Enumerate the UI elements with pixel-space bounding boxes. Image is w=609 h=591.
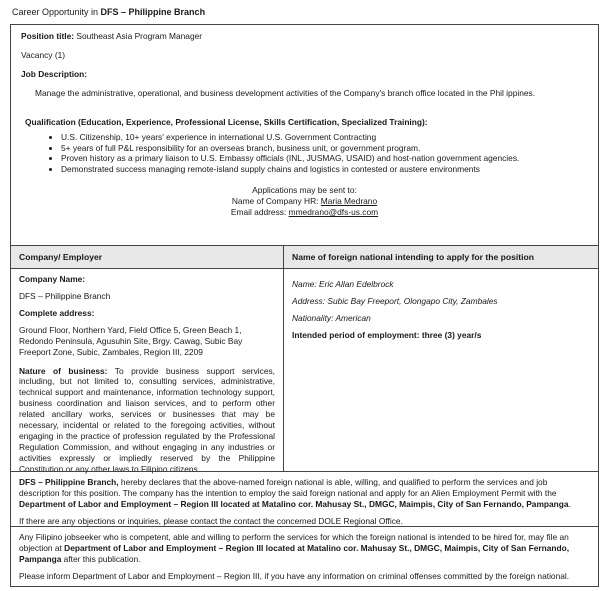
declaration-text: hereby declares that the above-named foreign national is able, willing, and qualified to perform the services and job description for this position. The company has the intention to employ the said foreign national and apply for an Alien Employment Permit with the — [19, 477, 557, 498]
foreign-national-column-header: Name of foreign national intending to apply for the position — [292, 252, 535, 262]
header-org: DFS – Philippine Branch — [100, 7, 206, 17]
application-info — [21, 185, 588, 218]
foreign-national-column — [284, 269, 598, 471]
job-description-text: Manage the administrative, operational, and business development activities of the Company's branch office located in the Phil ippines. — [35, 87, 536, 98]
notice-frame — [10, 24, 599, 587]
header-prefix: Career Opportunity in — [12, 7, 101, 17]
page-header — [12, 7, 205, 19]
list-item: • Proven history as a primary liaison to U.S. Embassy officials (INL, JUSMAG, USAID) and host-nation government agencies. — [61, 153, 588, 164]
jobseeker-text: Any Filipino jobseeker who is competent, able and willing to perform the services for which the foreign national is intended to be hired for, may file an objection at — [19, 532, 569, 553]
apply-line: Applications may be sent to: — [252, 185, 357, 196]
declaration-end: . — [568, 498, 571, 509]
declaration-dole: Department of Labor and Employment – Region III located at Matalino cor. Mahusay St., DMGC, Maimpis, City of San Fernando, Pampanga — [19, 498, 569, 509]
list-item: • 5+ years of full P&L responsibility for an overseas branch, business unit, or government program. — [61, 143, 588, 154]
company-address-label: Complete address: — [19, 307, 95, 318]
email-label: Email address: — [230, 207, 289, 218]
qualification-heading: Qualification (Education, Experience, Professional License, Skills Certification, Specialized Training): — [25, 116, 428, 127]
position-label: Position title: — [21, 31, 75, 41]
hr-email-link[interactable]: mmedrano@dfs-us.com — [288, 207, 379, 218]
company-address-value: Ground Floor, Northern Yard, Field Office 5, Green Beach 1, Redondo Peninsula, Agusuhin Site, Brgy. Cawag, Subic Bay Freeport Zone, Subic, Zambales, Region III, 2209 — [19, 324, 243, 357]
inform-text: Please inform Department of Labor and Employment – Region III, if you have any information on criminal offenses committed by the foreign national. — [19, 570, 570, 581]
jobseeker-dole: Department of Labor and Employment – Region III located at Matalino cor. Mahusay St., DMGC, Maimpis, City of San Fernando, Pampanga — [19, 542, 570, 564]
vacancy: Vacancy (1) — [21, 49, 66, 60]
declaration-section — [11, 471, 598, 527]
foreign-national-nationality: Nationality: American — [292, 312, 371, 323]
jobseeker-end: after this publication. — [61, 553, 141, 564]
foreign-national-address: Address: Subic Bay Freeport, Olongapo City, Zambales — [292, 295, 498, 306]
position-value: Southeast Asia Program Manager — [74, 31, 203, 41]
qualification-list — [21, 132, 588, 176]
table-header-row — [11, 246, 598, 269]
hr-label: Name of Company HR: — [231, 196, 321, 207]
job-description-heading: Job Description: — [21, 68, 88, 79]
list-item: • U.S. Citizenship, 10+ years' experience in international U.S. Government Contracting — [61, 132, 588, 143]
foreign-national-name: Name: Eric Allan Edelbrock — [292, 279, 394, 289]
company-name-value: DFS – Philippine Branch — [19, 290, 111, 301]
objections-text: If there are any objections or inquiries, please contact the contact the concerned DOLE Regional Office. — [19, 515, 403, 526]
nature-label: Nature of business: — [19, 365, 108, 376]
declaration-org: DFS – Philippine Branch, — [19, 477, 119, 487]
employer-column-header: Company/ Employer — [11, 246, 284, 268]
employer-column — [11, 269, 284, 474]
employment-period: Intended period of employment: three (3) year/s — [292, 329, 482, 340]
job-section — [11, 25, 598, 246]
nature-value: To provide business support services, including, but not limited to, consulting services, administrative, technical support and maintenance, information technology support, business coordination and liaison services, and to perform other related ancillary works, services or businesses that may be necessary, incidental or related to the foregoing activities, without engaging in the practice of profession regulated by the Professional Regulation Commission, and without engaging in any industries or activities expressly or impliedly reserved by the Philippine Constitution or any other laws to Filipino citizens. — [19, 365, 275, 474]
hr-name: Maria Medrano — [320, 196, 378, 207]
list-item: • Demonstrated success managing remote-island supply chains and logistics in contested or austere environments — [61, 164, 588, 175]
company-name-label: Company Name: — [19, 274, 86, 284]
jobseeker-section — [11, 527, 598, 586]
